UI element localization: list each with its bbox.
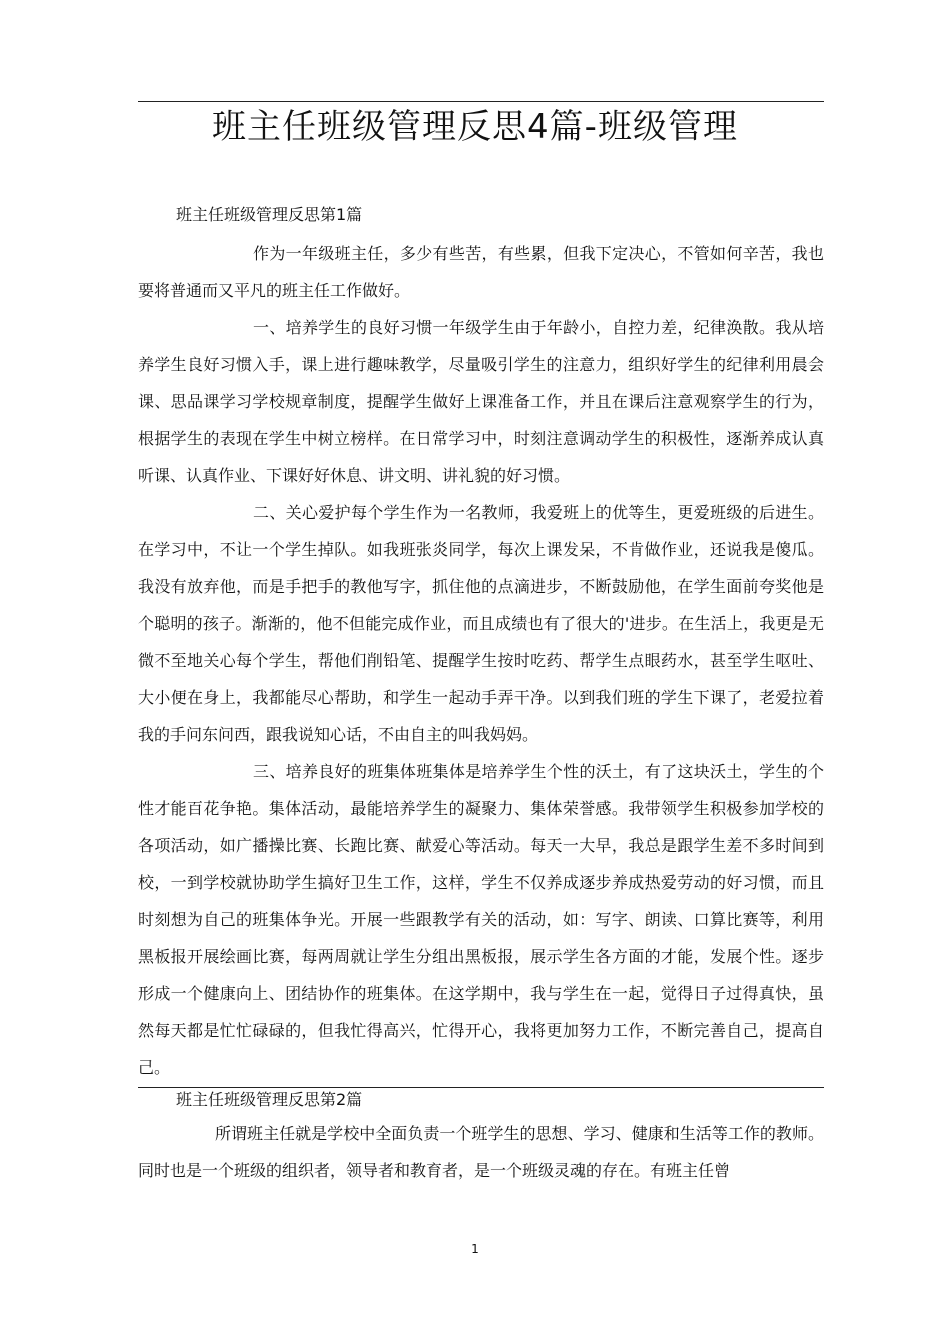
page-number: 1 [471, 1242, 479, 1256]
document-title: 班主任班级管理反思4篇-班级管理 [212, 107, 738, 147]
paragraph: 二、关心爱护每个学生作为一名教师，我爱班上的优等生，更爱班级的后进生。在学习中，不让一个学生掉队。如我班张炎同学，每次上课发呆，不肯做作业，还说我是傻瓜。我没有放弃他，而是手把手的教他写字，抓住他的点滴进步，不断鼓励他，在学生面前夸奖他是个聪明的孩子。渐渐的，他不但能完成作业，而且成绩也有了很大的'进步。在生活上，我更是无微不至地关心每个学生，帮他们削铅笔、提醒学生按时吃药、帮学生点眼药水，甚至学生呕吐、大小便在身上，我都能尽心帮助，和学生一起动手弄干净。以到我们班的学生下课了，老爱拉着我的手问东问西，跟我说知心话，不由自主的叫我妈妈。 [138, 503, 824, 744]
paragraph: 三、培养良好的班集体班集体是培养学生个性的沃土，有了这块沃土，学生的个性才能百花争艳。集体活动，最能培养学生的凝聚力、集体荣誉感。我带领学生积极参加学校的各项活动，如广播操比赛、长跑比赛、献爱心等活动。每天一大早，我总是跟学生差不多时间到校，一到学校就协助学生搞好卫生工作，这样，学生不仅养成逐步养成热爱劳动的好习惯，而且时刻想为自己的班集体争光。开展一些跟教学有关的活动，如：写字、朗读、口算比赛等，利用黑板报开展绘画比赛，每两周就让学生分组出黑板报，展示学生各方面的才能，发展个性。逐步形成一个健康向上、团结协作的班集体。在这学期中，我与学生在一起，觉得日子过得真快，虽然每天都是忙忙碌碌的，但我忙得高兴，忙得开心，我将更加努力工作，不断完善自己，提高自己。 [138, 762, 824, 1077]
paragraph: 一、培养学生的良好习惯一年级学生由于年龄小，自控力差，纪律涣散。我从培养学生良好习惯入手，课上进行趣味教学，尽量吸引学生的注意力，组织好学生的纪律利用晨会课、思品课学习学校规章制度，提醒学生做好上课准备工作，并且在课后注意观察学生的行为，根据学生的表现在学生中树立榜样。在日常学习中，时刻注意调动学生的积极性，逐渐养成认真听课、认真作业、下课好好休息、讲文明、讲礼貌的好习惯。 [138, 318, 824, 485]
section-divider [138, 1087, 824, 1088]
paragraph: 作为一年级班主任，多少有些苦，有些累，但我下定决心，不管如何辛苦，我也要将普通而又平凡的班主任工作做好。 [138, 244, 824, 300]
section-heading: 班主任班级管理反思第1篇 [176, 205, 363, 224]
top-divider [138, 101, 824, 102]
section-heading: 班主任班级管理反思第2篇 [176, 1090, 363, 1109]
paragraph: 所谓班主任就是学校中全面负责一个班学生的思想、学习、健康和生活等工作的教师。同时也是一个班级的组织者，领导者和教育者，是一个班级灵魂的存在。有班主任曾 [138, 1124, 824, 1180]
